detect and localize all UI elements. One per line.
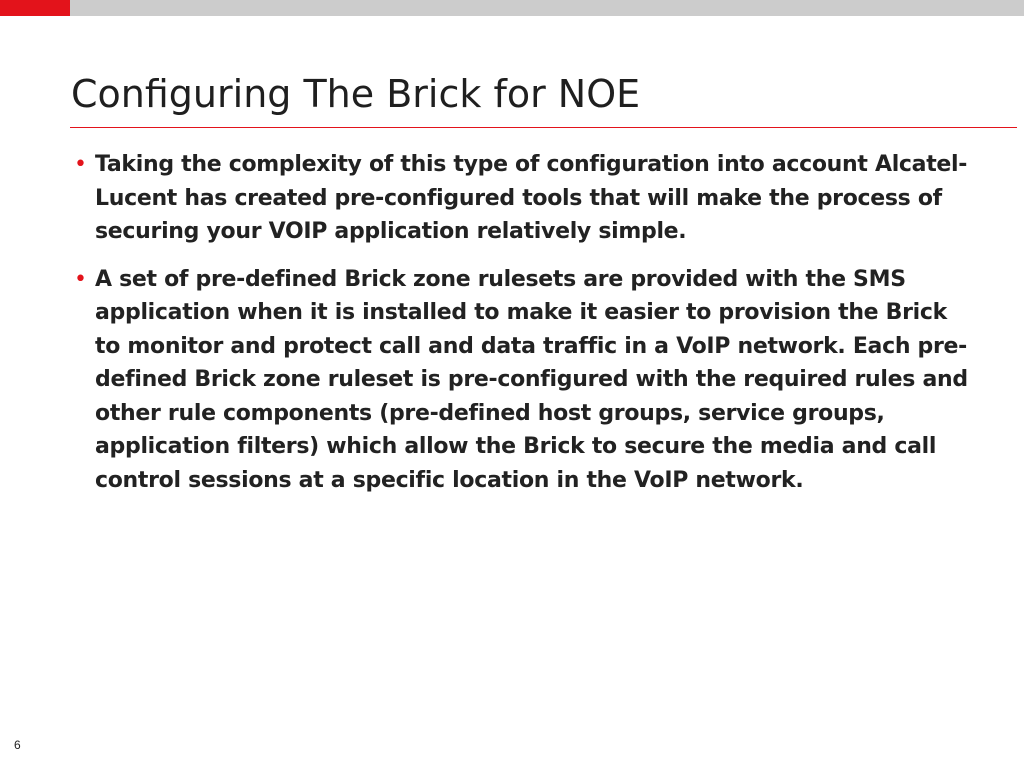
top-gray-bar [70, 0, 1024, 16]
bullet-text: Taking the complexity of this type of configuration into account Alcatel-Lucent has created pre-configured tools that will make the process of securing your VOIP application relatively simple. [95, 152, 968, 244]
bullet-text: A set of pre-defined Brick zone rulesets are provided with the SMS application when it is installed to make it easier to provision the Brick to monitor and protect call and data traffic in a VoIP network. Each pre-defined Brick zone ruleset is pre-configured with the required rules and other rule components (pre-defined host groups, service groups, application filters) which allow the Brick to secure the media and call control sessions at a specific location in the VoIP network. [95, 266, 968, 493]
bullet-dot-icon: • [74, 152, 87, 177]
bullet-list [74, 148, 974, 511]
bullet-dot-icon: • [74, 266, 87, 292]
bullet-item [74, 148, 974, 249]
bullet-item [74, 263, 974, 498]
page-number: 6 [14, 738, 21, 752]
top-accent-bar [0, 0, 70, 16]
title-divider [70, 127, 1017, 128]
slide-title: Configuring The Brick for NOE [71, 72, 641, 116]
